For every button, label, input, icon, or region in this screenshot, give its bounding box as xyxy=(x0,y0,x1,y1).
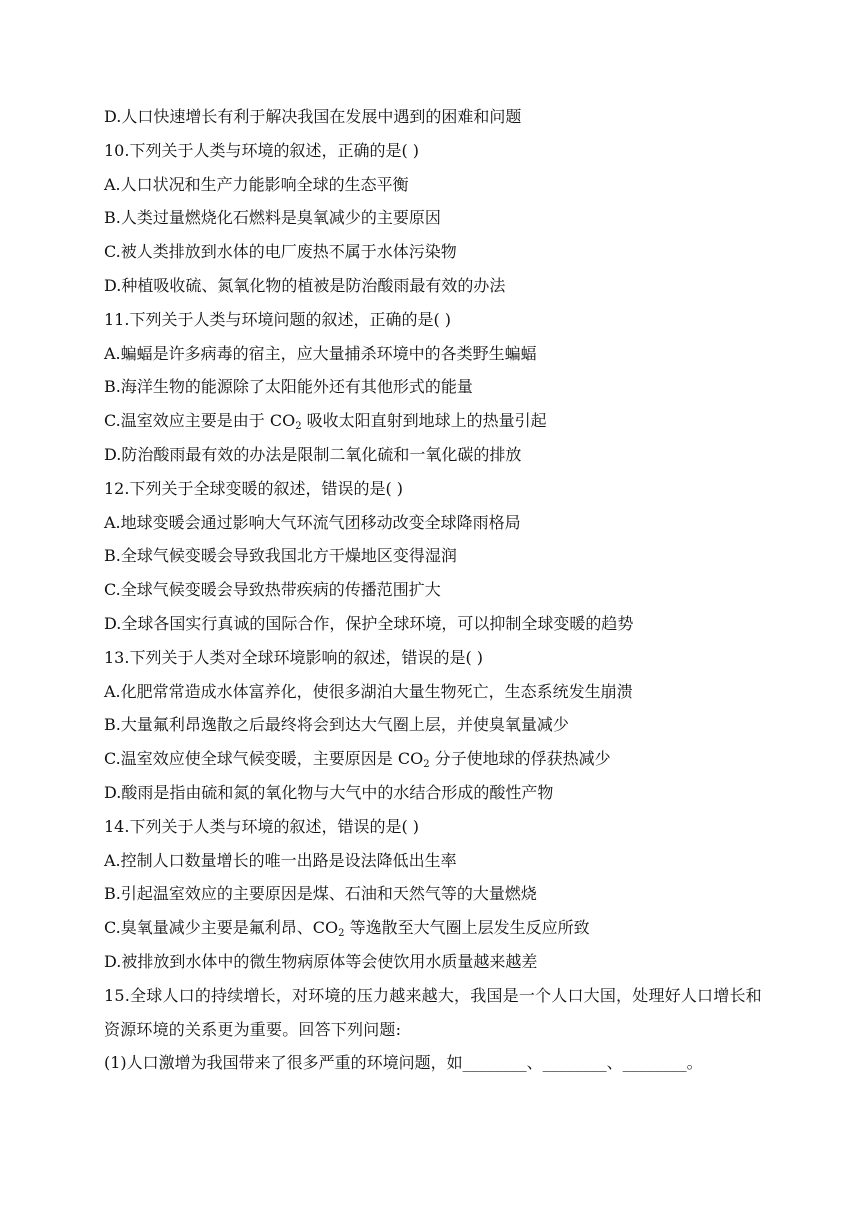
text-line: (1)人口激增为我国带来了很多严重的环境问题，如________、________、________。 xyxy=(104,1053,703,1073)
text-line: 11.下列关于人类与环境问题的叙述，正确的是( ) xyxy=(104,309,452,329)
subscript: 2 xyxy=(338,928,345,940)
text-line: A.化肥常常造成水体富养化，使很多湖泊大量生物死亡，生态系统发生崩溃 xyxy=(104,681,633,701)
text-line: 10.下列关于人类与环境的叙述，正确的是( ) xyxy=(104,140,420,160)
document-body xyxy=(104,100,764,1080)
text-line: D.种植吸收硫、氮氧化物的植被是防治酸雨最有效的办法 xyxy=(104,275,506,295)
text-line: D.防治酸雨最有效的办法是限制二氧化硫和一氧化碳的排放 xyxy=(104,444,522,464)
text-line xyxy=(104,404,764,438)
text-line: D.被排放到水体中的微生物病原体等会使饮用水质量越来越差 xyxy=(104,951,538,971)
text-line: B.全球气候变暖会导致我国北方干燥地区变得湿润 xyxy=(104,546,457,566)
text-line: A.地球变暖会通过影响大气环流气团移动改变全球降雨格局 xyxy=(104,512,521,532)
text-line: C.被人类排放到水体的电厂废热不属于水体污染物 xyxy=(104,242,457,262)
text-segment: 分子使地球的俘获热减少 xyxy=(429,749,611,769)
text-line: A.蝙蝠是许多病毒的宿主，应大量捕杀环境中的各类野生蝙蝠 xyxy=(104,343,537,363)
text-line: 13.下列关于人类对全球环境影响的叙述，错误的是( ) xyxy=(104,647,484,667)
text-line: B.大量氟利昂逸散之后最终将会到达大气圈上层，并使臭氧量减少 xyxy=(104,715,569,735)
text-segment: 吸收太阳直射到地球上的热量引起 xyxy=(301,411,547,431)
text-line xyxy=(104,911,764,945)
text-segment: C.臭氧量减少主要是氟利昂、CO xyxy=(104,918,339,938)
subscript: 2 xyxy=(423,759,430,771)
text-segment: 等逸散至大气圈上层发生反应所致 xyxy=(344,918,590,938)
text-line: B.引起温室效应的主要原因是煤、石油和天然气等的大量燃烧 xyxy=(104,884,537,904)
text-line xyxy=(104,742,764,776)
text-line: B.人类过量燃烧化石燃料是臭氧减少的主要原因 xyxy=(104,208,441,228)
text-segment: C.温室效应主要是由于 CO xyxy=(104,411,296,431)
text-line: 14.下列关于人类与环境的叙述，错误的是( ) xyxy=(104,816,420,836)
text-line: D.人口快速增长有利于解决我国在发展中遇到的困难和问题 xyxy=(104,107,522,126)
text-line: 15.全球人口的持续增长，对环境的压力越来越大，我国是一个人口大国，处理好人口增长和资源环境的关系更为重要。回答下列问题: xyxy=(104,985,762,1039)
text-line: C.全球气候变暖会导致热带疾病的传播范围扩大 xyxy=(104,580,441,600)
text-line: A.控制人口数量增长的唯一出路是设法降低出生率 xyxy=(104,850,457,870)
text-line: D.酸雨是指由硫和氮的氧化物与大气中的水结合形成的酸性产物 xyxy=(104,782,554,802)
text-line: A.人口状况和生产力能影响全球的生态平衡 xyxy=(104,174,409,194)
text-line: 12.下列关于全球变暖的叙述，错误的是( ) xyxy=(104,478,404,498)
text-line: D.全球各国实行真诚的国际合作，保护全球环境，可以抑制全球变暖的趋势 xyxy=(104,613,634,633)
subscript: 2 xyxy=(295,421,302,433)
text-segment: C.温室效应使全球气候变暖，主要原因是 CO xyxy=(104,749,424,769)
text-line: B.海洋生物的能源除了太阳能外还有其他形式的能量 xyxy=(104,377,473,397)
